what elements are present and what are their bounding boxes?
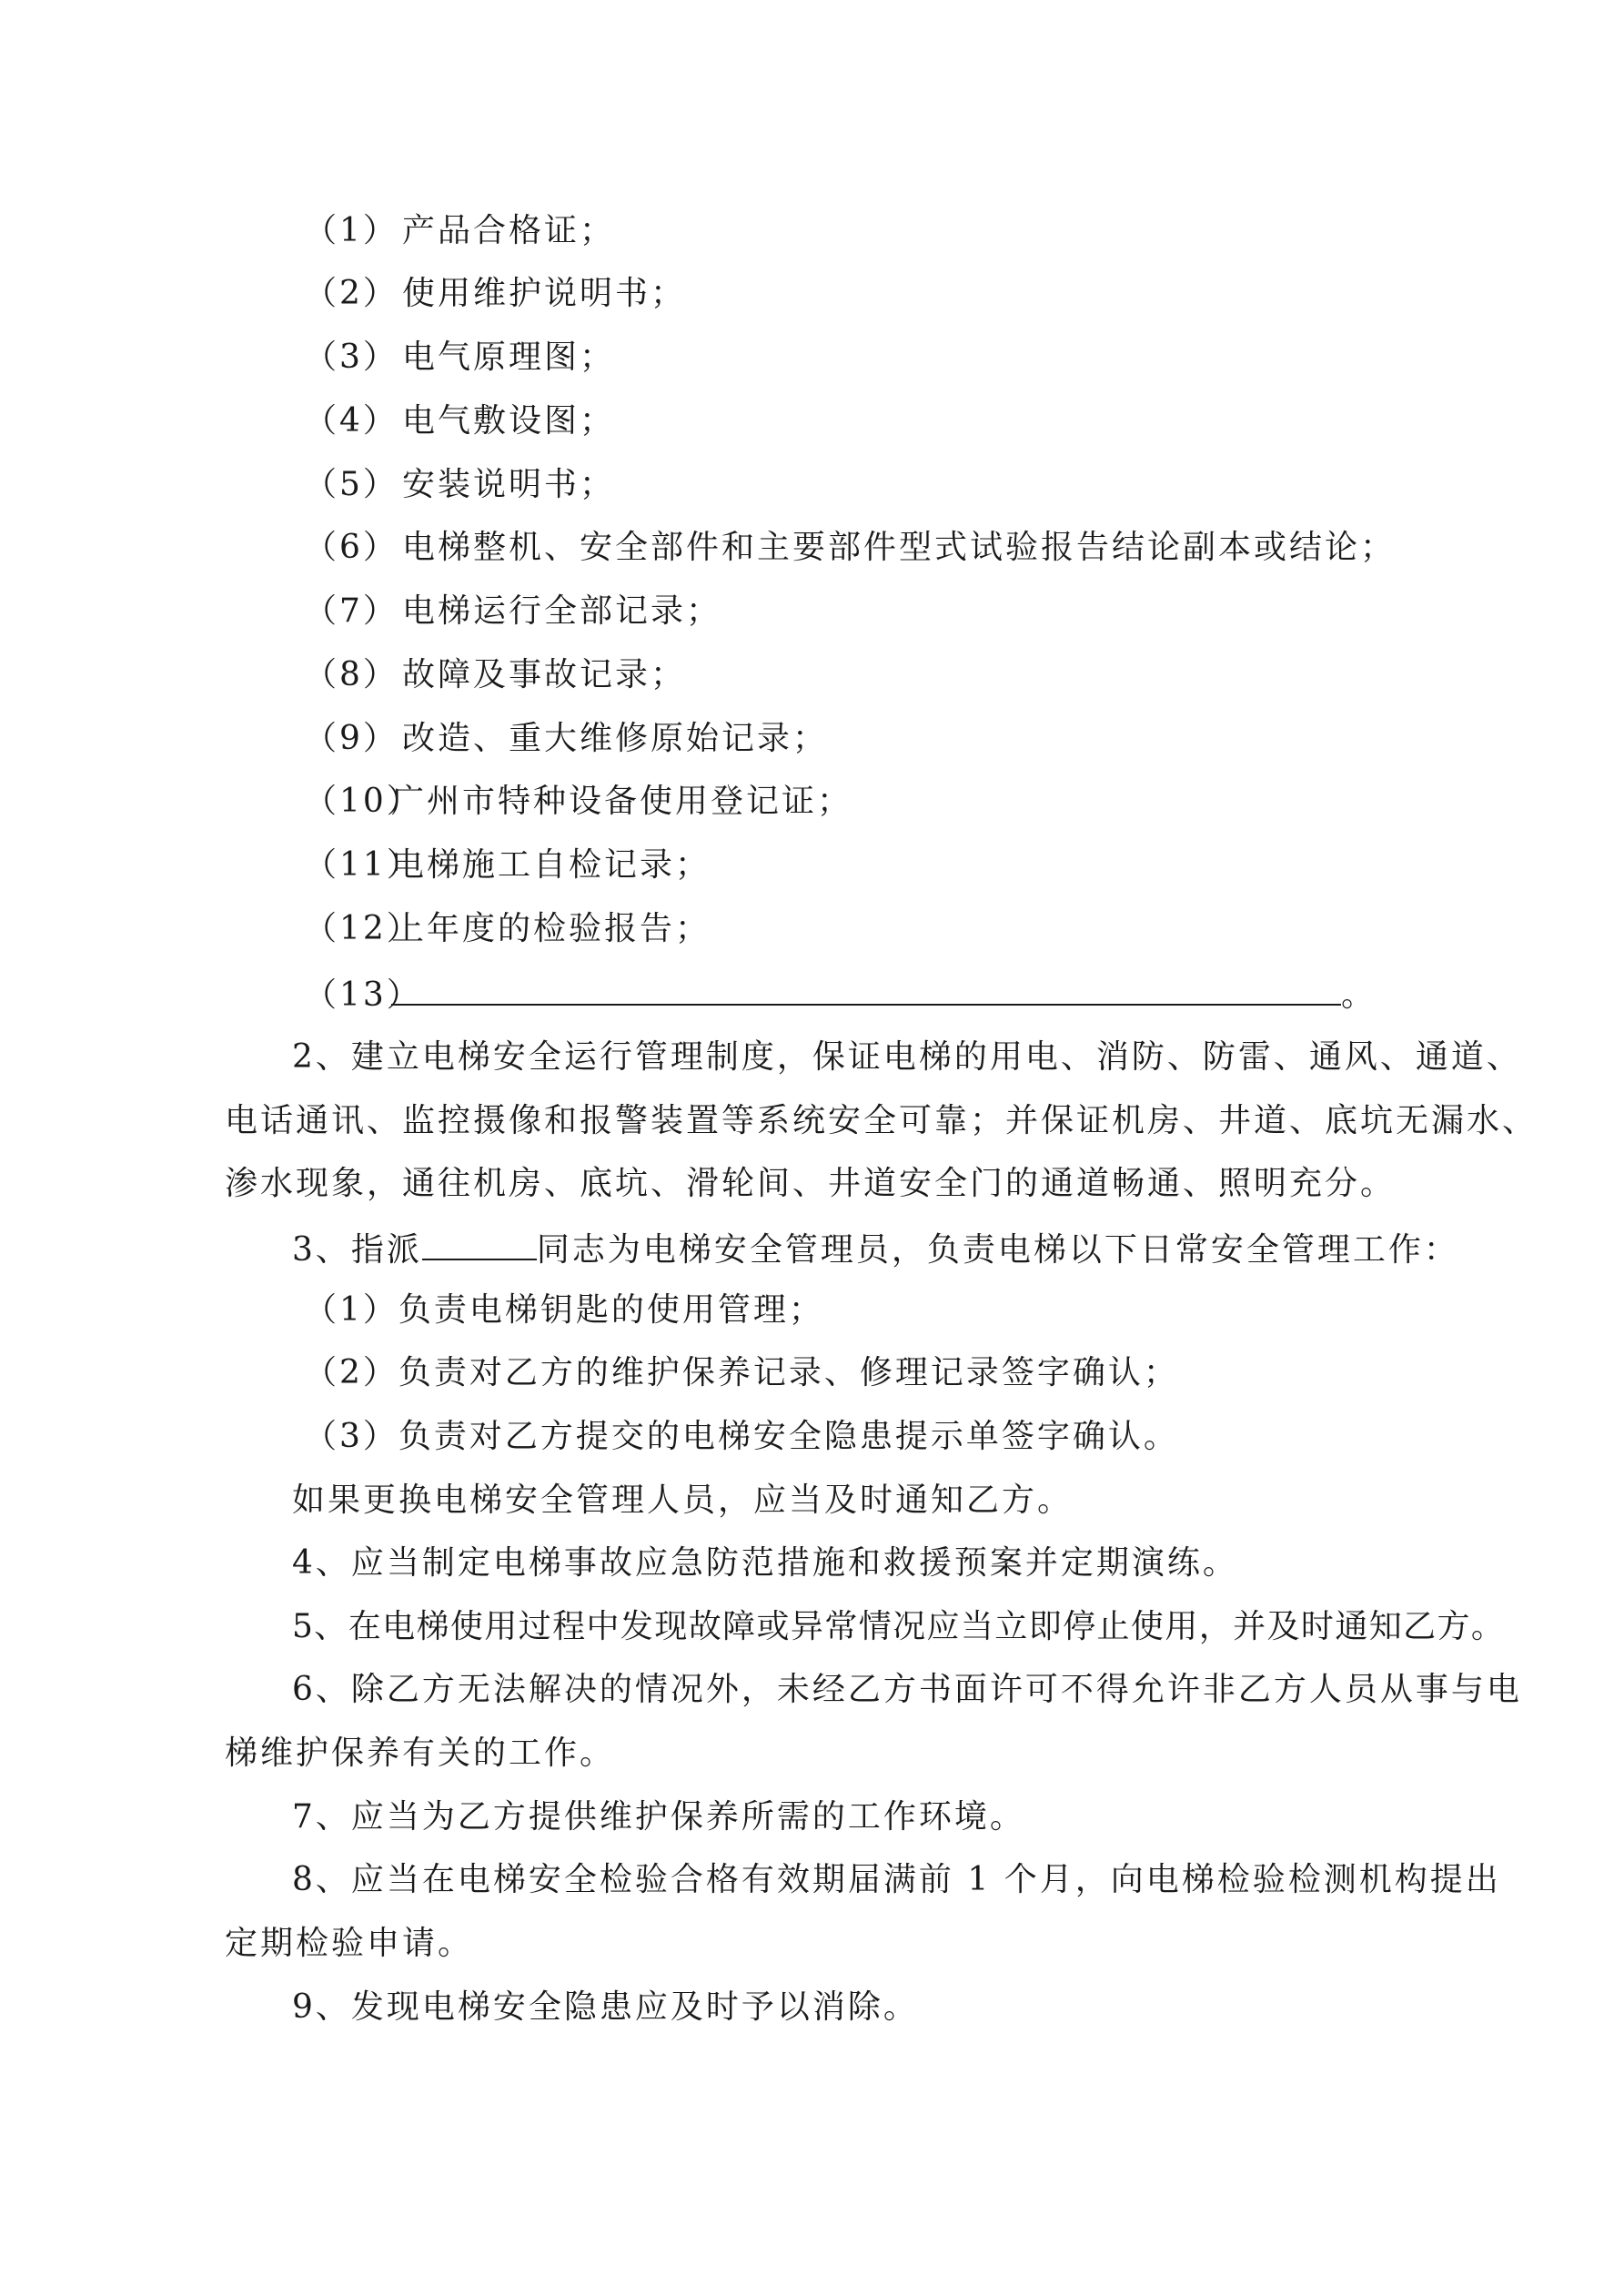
clause-number: 9、 xyxy=(292,1988,351,2026)
list-number: （6） xyxy=(304,529,398,566)
list-number: （1） xyxy=(304,212,398,249)
list-text: 改造、重大维修原始记录； xyxy=(402,720,829,757)
clause-3-sub-1: （1）负责电梯钥匙的使用管理； xyxy=(304,1291,824,1329)
fill-in-blank-line xyxy=(391,973,1341,1006)
list-item xyxy=(304,973,1377,1016)
list-number: （10） xyxy=(304,783,422,820)
list-number: （11） xyxy=(304,846,422,884)
list-number: （9） xyxy=(304,720,398,757)
list-number: （4） xyxy=(304,402,398,440)
list-item xyxy=(304,845,711,885)
clause-text: 应当为乙方提供维护保养所需的工作环境。 xyxy=(350,1798,1025,1836)
clause-text: 应当制定电梯事故应急防范措施和救援预案并定期演练。 xyxy=(350,1544,1238,1582)
list-number: （3） xyxy=(304,339,398,376)
list-item xyxy=(304,338,615,378)
clause-number: 7、 xyxy=(292,1798,351,1836)
clause-8-line-1 xyxy=(292,1860,1501,1900)
clause-2-line-2: 电话通讯、监控摄像和报警装置等系统安全可靠；并保证机房、井道、底坑无漏水、 xyxy=(225,1102,1538,1139)
list-item xyxy=(304,592,721,632)
list-number: （5） xyxy=(304,466,398,503)
clause-3-sub-2: （2）负责对乙方的维护保养记录、修理记录签字确认； xyxy=(304,1354,1179,1391)
list-number: （7） xyxy=(304,592,398,630)
clause-6-line-2: 梯维护保养有关的工作。 xyxy=(225,1735,616,1772)
clause-2-line-1 xyxy=(292,1037,1522,1077)
list-text: 产品合格证； xyxy=(402,212,616,249)
clause-7 xyxy=(292,1797,1025,1837)
list-text: 电梯施工自检记录； xyxy=(391,846,711,884)
name-blank-line xyxy=(422,1228,537,1260)
list-text: 使用维护说明书； xyxy=(402,275,687,312)
clause-text: 在电梯使用过程中发现故障或异常情况应当立即停止使用，并及时通知乙方。 xyxy=(348,1608,1506,1645)
list-item xyxy=(304,211,615,251)
clause-number: 4、 xyxy=(292,1544,351,1582)
list-number: （12） xyxy=(304,910,422,947)
clause-text: 除乙方无法解决的情况外，未经乙方书面许可不得允许非乙方人员从事与电 xyxy=(350,1671,1522,1708)
list-item xyxy=(304,719,828,759)
clause-3-note: 如果更换电梯安全管理人员，应当及时通知乙方。 xyxy=(292,1482,1074,1519)
clause-number: 3、 xyxy=(292,1231,351,1269)
clause-8-line-2: 定期检验申请。 xyxy=(225,1925,474,1962)
clause-text: 指派 xyxy=(350,1231,422,1269)
clause-number: 2、 xyxy=(292,1038,351,1076)
list-item xyxy=(304,465,615,505)
list-item xyxy=(304,401,615,441)
list-number: （13） xyxy=(304,976,422,1014)
list-item xyxy=(304,909,711,949)
clause-number: 5、 xyxy=(292,1608,348,1645)
clause-text: 应当在电梯安全检验合格有效期届满前 1 个月，向电梯检验检测机构提出 xyxy=(350,1861,1501,1898)
list-text: 广州市特种设备使用登记证； xyxy=(391,783,853,820)
clause-3-line-1 xyxy=(292,1228,1459,1270)
list-number: （2） xyxy=(304,275,398,312)
list-text: 电气敷设图； xyxy=(402,402,616,440)
clause-3-sub-3: （3）负责对乙方提交的电梯安全隐患提示单签字确认。 xyxy=(304,1418,1179,1455)
list-text: 。 xyxy=(1341,976,1377,1014)
clause-number: 6、 xyxy=(292,1671,351,1708)
list-item xyxy=(304,655,686,695)
clause-text: 建立电梯安全运行管理制度，保证电梯的用电、消防、防雷、通风、通道、 xyxy=(350,1038,1522,1076)
list-text: 上年度的检验报告； xyxy=(391,910,711,947)
clause-4 xyxy=(292,1543,1238,1583)
list-item xyxy=(304,274,686,314)
clause-number: 8、 xyxy=(292,1861,351,1898)
clause-2-line-3: 渗水现象，通往机房、底坑、滑轮间、井道安全门的通道畅通、照明充分。 xyxy=(225,1165,1397,1202)
list-text: 安装说明书； xyxy=(402,466,616,503)
clause-9 xyxy=(292,1988,919,2028)
clause-text: 同志为电梯安全管理员，负责电梯以下日常安全管理工作： xyxy=(536,1231,1459,1269)
list-item xyxy=(304,782,852,822)
clause-text: 发现电梯安全隐患应及时予以消除。 xyxy=(350,1988,919,2026)
list-number: （8） xyxy=(304,656,398,693)
list-text: 电梯整机、安全部件和主要部件型式试验报告结论副本或结论； xyxy=(402,529,1397,566)
clause-6-line-1 xyxy=(292,1670,1522,1710)
clause-5 xyxy=(292,1607,1505,1647)
list-item xyxy=(304,528,1396,568)
list-text: 故障及事故记录； xyxy=(402,656,687,693)
list-text: 电气原理图； xyxy=(402,339,616,376)
list-text: 电梯运行全部记录； xyxy=(402,592,722,630)
